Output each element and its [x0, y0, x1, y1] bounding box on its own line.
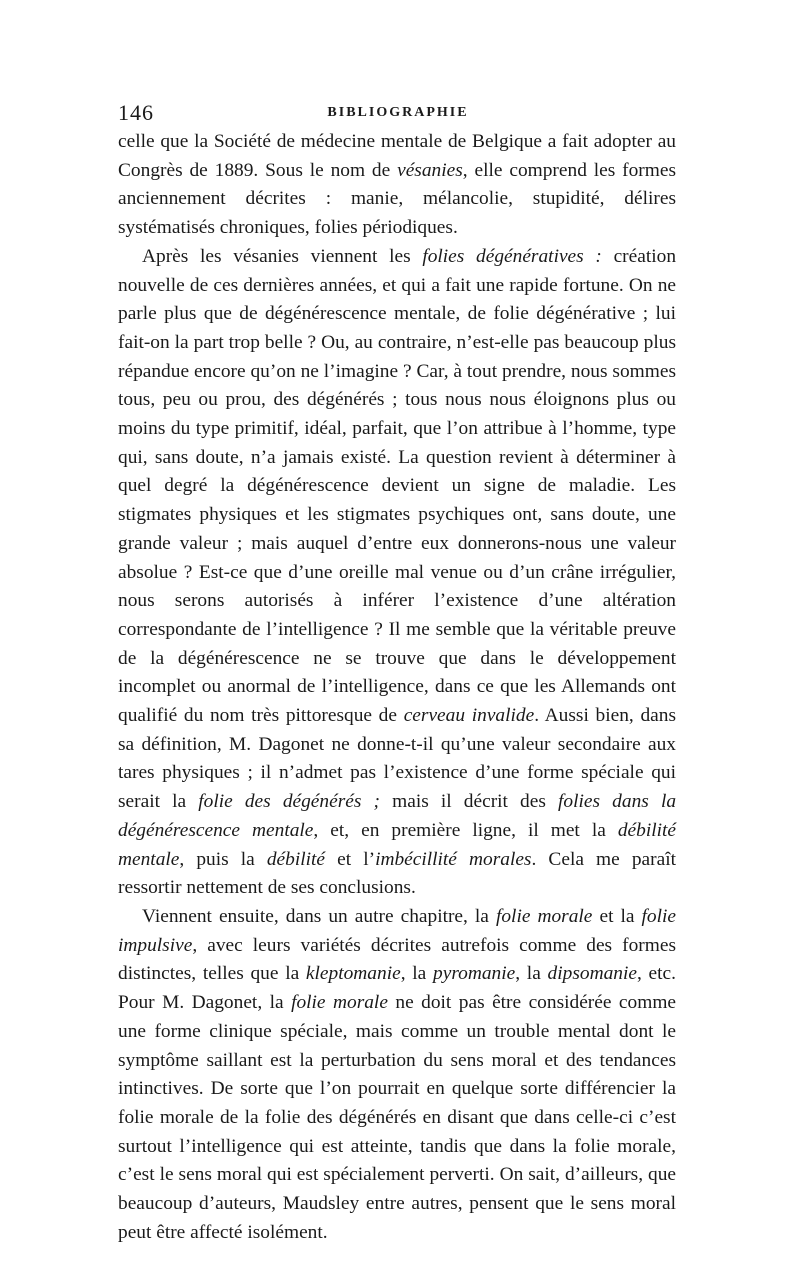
text-run: et l’ — [325, 848, 376, 870]
text-run: . Aussi bien, dans sa définition, M. Dagonet ne donne-t-il qu’une valeur secondaire aux tares physiques ; il n’admet pas l’existence d’une forme spéciale qui serait la — [118, 705, 676, 813]
text-run: , avec leurs variétés décrites autrefois comme des formes distinctes, telles que la — [118, 934, 676, 985]
text-run: Viennent ensuite, dans un autre chapitre, la — [142, 905, 496, 927]
text-run: , et, en première ligne, il met la — [313, 819, 618, 841]
text-run: , elle comprend les formes anciennement décrites : manie, mélancolie, stupidité, délires systématisés chroniques, folies périodiques. — [118, 159, 676, 239]
text-run: Après les vésanies viennent les — [142, 245, 423, 267]
italic-text: débilité mentale — [118, 819, 676, 870]
text-run: et la — [592, 905, 642, 927]
text-run: , la — [515, 963, 548, 985]
text-run: ne doit pas être considérée comme une forme clinique spéciale, mais comme un trouble mental dont le symptôme saillant est la perturbation du sens moral et des tendances intinctives. De sorte que l’on pourrait en quelque sorte différencier la folie morale de la folie des dégénérés en disant que dans celle-ci c’est surtout l’intelligence qui est atteinte, tandis que dans la folie morale, c’est le sens moral qui est spécialement perverti. On sait, d’ailleurs, que beaucoup d’auteurs, Maudsley entre autres, pensent que le sens moral peut être affecté isolément. — [118, 992, 677, 1243]
italic-text: folies dans la dégénérescence mentale — [118, 791, 677, 841]
text-run: , etc. Pour M. Dagonet, la — [118, 963, 676, 1014]
running-head: BIBLIOGRAPHIE — [327, 105, 469, 120]
italic-text: dipsomanie — [547, 963, 637, 985]
text-run: mais il décrit des — [380, 791, 559, 813]
paragraph — [118, 903, 676, 1247]
italic-text: débilité — [266, 848, 326, 870]
paragraph — [118, 243, 676, 903]
body-text — [118, 128, 676, 1247]
text-run: celle que la Société de médecine mentale de Belgique a fait adopter au Congrès de 1889. Sous le nom de — [118, 131, 676, 181]
italic-text: kleptomanie — [305, 963, 401, 985]
italic-text: folie impulsive — [118, 905, 677, 956]
text-run: , la — [400, 963, 434, 985]
italic-text: imbécillité morales — [375, 848, 532, 870]
italic-text: folie morale — [291, 992, 388, 1014]
paragraph — [118, 128, 676, 243]
page-header — [118, 100, 678, 130]
italic-text: pyromanie — [433, 963, 516, 985]
italic-text: folie morale — [495, 905, 593, 927]
italic-text: folies dégénératives : — [422, 245, 602, 267]
page-number: 146 — [118, 100, 154, 125]
italic-text: cerveau invalide — [403, 705, 535, 727]
text-run: , puis la — [179, 848, 267, 870]
italic-text: folie des dégénérés ; — [198, 791, 381, 813]
italic-text: vésanies — [397, 159, 463, 181]
text-run: . Cela me paraît ressortir nettement de ses conclusions. — [118, 848, 676, 899]
text-run: création nouvelle de ces dernières années, et qui a fait une rapide fortune. On ne parle plus que de dégénérescence mentale, de folie dégénérative ; lui fait-on la part trop belle ? Ou, au contraire, n’est-elle pas beaucoup plus répandue encore qu’on ne l’imagine ? Car, à tout prendre, nous sommes tous, peu ou prou, des dégénérés ; tous nous nous éloignons plus ou moins du type primitif, idéal, parfait, que l’on attribue à l’homme, type qui, sans doute, n’a jamais existé. La question revient à déterminer à quel degré la dégénérescence devient un signe de maladie. Les stigmates physiques et les stigmates psychiques ont, sans doute, une grande valeur ; mais auquel d’entre eux donnerons-nous une valeur absolue ? Est-ce que d’une oreille mal venue ou d’un crâne irrégulier, nous serons autorisés à inférer l’existence d’une altération correspondante de l’intelligence ? Il me semble que la véritable preuve de la dégénérescence ne se trouve que dans le développement incomplet ou anormal de l’intelligence, dans ce que les Allemands ont qualifié du nom très pittoresque de — [118, 245, 677, 727]
